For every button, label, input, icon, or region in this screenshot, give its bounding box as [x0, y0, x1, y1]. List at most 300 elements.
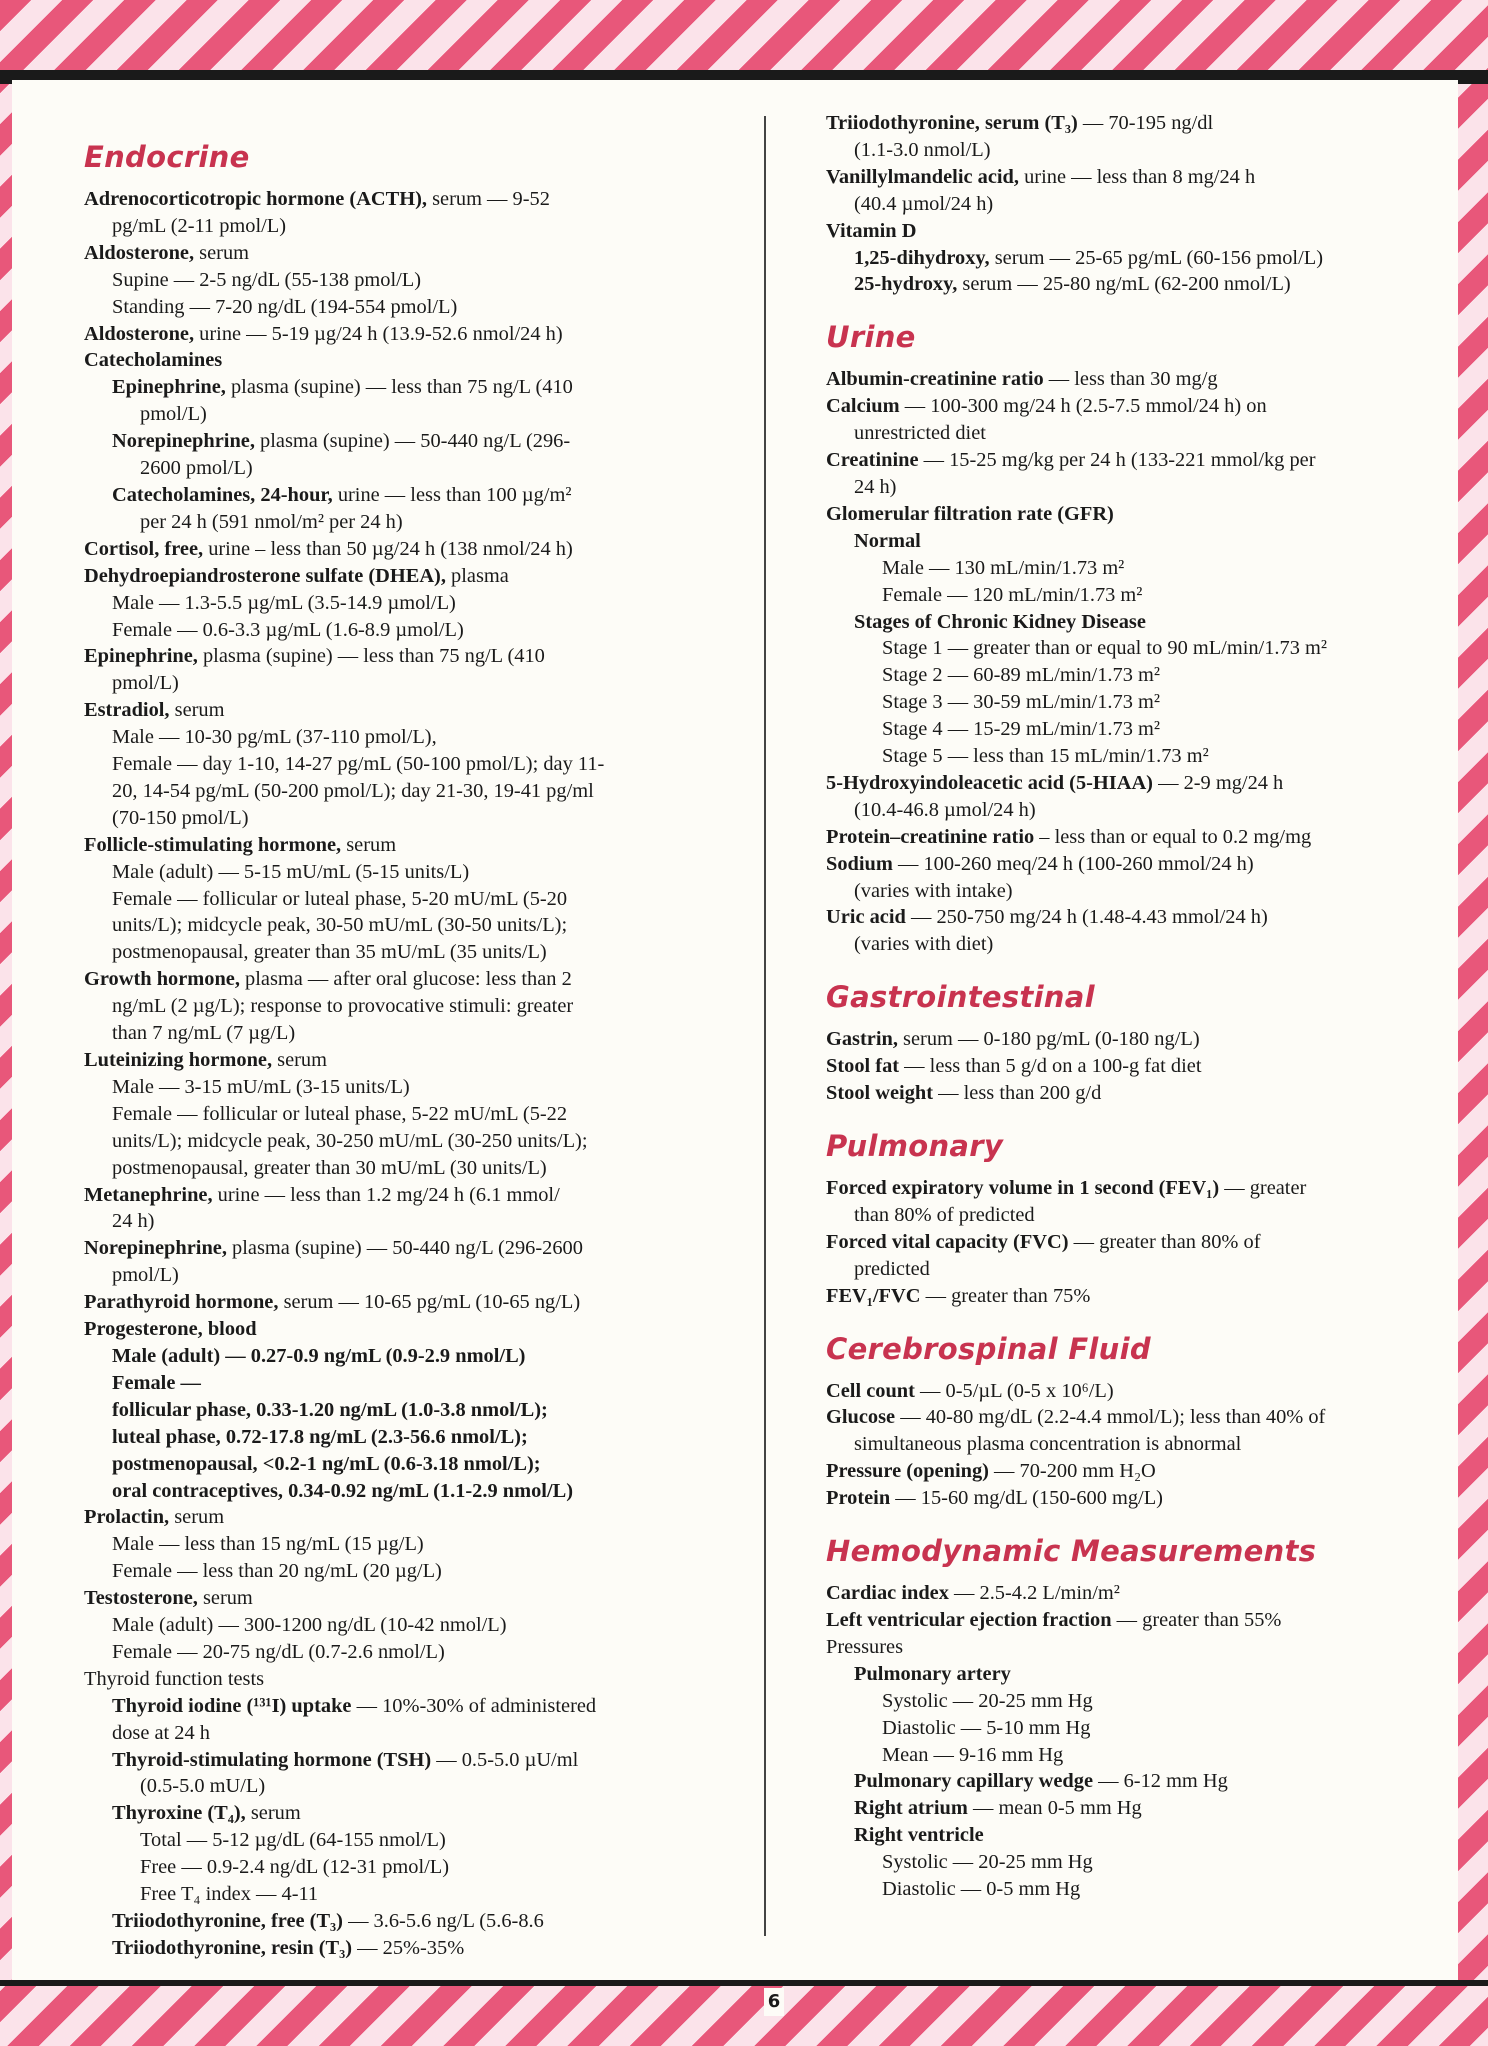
entry-value: — greater than 75%: [925, 1284, 1091, 1307]
entry-row: [84, 1531, 752, 1558]
entry-row: [84, 455, 752, 482]
entry-value: plasma (supine) — less than 75 ng/L (410: [230, 376, 573, 399]
entry-row: [826, 501, 1451, 528]
entry-value: — 2-9 mg/24 h: [1158, 771, 1284, 794]
entry-value: — 0-5/µL (0-5 x 10⁶/L): [920, 1379, 1114, 1402]
entry-value: 24 h): [854, 475, 897, 498]
entry-row: [826, 1634, 1451, 1661]
entry-value: (0.5-5.0 mU/L): [140, 1775, 266, 1798]
entry-row: [84, 1101, 752, 1128]
entry-value: Male — 1.3-5.5 µg/mL (3.5-14.9 µmol/L): [112, 591, 456, 614]
entry-row: [826, 366, 1451, 393]
entry-value: serum — 0-180 pg/mL (0-180 ng/L): [903, 1028, 1200, 1051]
entry-label: Protein–creatinine ratio: [826, 825, 1040, 848]
entry-value: simultaneous plasma concentration is abnormal: [854, 1433, 1242, 1456]
left-column: [84, 110, 752, 1962]
entry-value: serum: [174, 699, 225, 722]
entry-row: [84, 1747, 752, 1774]
entry-value: pmol/L): [140, 403, 207, 426]
entry-row: [84, 724, 752, 751]
entry-label: FEV₁/FVC: [826, 1284, 926, 1307]
entry-row: [84, 1585, 752, 1612]
entry-value: — 100-300 mg/24 h (2.5-7.5 mmol/24 h) on: [904, 395, 1267, 418]
entry-label: Estradiol,: [84, 699, 175, 722]
entry-row: [826, 1175, 1451, 1202]
entry-row: [84, 832, 752, 859]
entry-row: [84, 1155, 752, 1182]
entry-value: — less than 5 g/d on a 100-g fat diet: [904, 1055, 1202, 1078]
entry-row: [84, 1639, 752, 1666]
reference-page: [12, 80, 1458, 1980]
entry-row: [826, 1229, 1451, 1256]
entry-label: Testosterone,: [84, 1587, 203, 1610]
entry-label: Progesterone, blood: [84, 1318, 257, 1341]
entry-label: Aldosterone,: [84, 241, 200, 264]
section-title-pulmonary: Pulmonary: [826, 1129, 1004, 1163]
entry-value: Free T₄ index — 4-11: [140, 1883, 319, 1906]
entry-label: Stages of Chronic Kidney Disease: [854, 610, 1146, 633]
entry-value: — greater than 80% of: [1073, 1230, 1261, 1253]
entry-value: (10.4-46.8 µmol/24 h): [854, 798, 1036, 821]
entry-value: 20, 14-54 pg/mL (50-200 pmol/L); day 21-30, 19-41 pg/ml: [112, 779, 594, 802]
entry-value: Male — 3-15 mU/mL (3-15 units/L): [112, 1075, 410, 1098]
entry-label: Right ventricle: [854, 1824, 984, 1847]
entry-value: plasma: [451, 564, 509, 587]
entry-label: Thyroid iodine (¹³¹I) uptake: [112, 1694, 357, 1717]
entry-label: Triiodothyronine, free (T₃): [112, 1910, 349, 1932]
entry-value: — 70-195 ng/dl: [1082, 112, 1214, 134]
entry-value: — 70-200 mm H₂O: [994, 1460, 1156, 1483]
entry-value: (varies with intake): [854, 879, 1013, 902]
entry-label: Protein: [826, 1487, 896, 1510]
entry-value: — less than 30 mg/g: [1048, 368, 1218, 391]
entry-row: [84, 1612, 752, 1639]
entry-value: — greater: [1224, 1177, 1307, 1199]
entry-row: [826, 420, 1451, 447]
entry-row: [826, 1404, 1451, 1431]
entry-label: Creatinine: [826, 449, 924, 472]
entry-value: Male (adult) — 300-1200 ng/dL (10-42 nmol/L): [112, 1614, 507, 1637]
entry-value: Total — 5-12 µg/dL (64-155 nmol/L): [140, 1829, 446, 1852]
entry-label: Albumin-creatinine ratio: [826, 368, 1049, 391]
entry-value: ng/mL (2 µg/L); response to provocative stimuli: greater: [112, 995, 574, 1018]
entry-value: postmenopausal, greater than 35 mU/mL (35 units/L): [112, 941, 547, 964]
entry-label: Pressure (opening): [826, 1460, 995, 1483]
entry-row: [826, 1580, 1451, 1607]
entry-label: Triiodothyronine, resin (T₃): [112, 1936, 358, 1959]
entry-row: [84, 1773, 752, 1800]
entry-label: Right atrium: [854, 1797, 973, 1820]
entry-row: [84, 1316, 752, 1343]
entry-value: urine — 5-19 µg/24 h (13.9-52.6 nmol/24 h): [199, 322, 563, 345]
entry-value: Female — day 1-10, 14-27 pg/mL (50-100 pmol/L); day 11-: [112, 753, 605, 776]
entry-value: per 24 h (591 nmol/m² per 24 h): [140, 510, 403, 533]
entry-row: [826, 447, 1451, 474]
entry-value: Male — 10-30 pg/mL (37-110 pmol/L),: [112, 726, 437, 749]
entry-label: Vitamin D: [826, 219, 917, 242]
entry-value: — 6-12 mm Hg: [1098, 1770, 1228, 1793]
entry-value: Diastolic — 5-10 mm Hg: [882, 1716, 1091, 1739]
entry-row: [84, 1827, 752, 1854]
entry-value: — 250-750 mg/24 h (1.48-4.43 mmol/24 h): [910, 906, 1268, 929]
entry-value: plasma (supine) — 50-440 ng/L (296-2600: [232, 1237, 583, 1260]
entry-row: [826, 931, 1451, 958]
endocrine-list: [84, 186, 752, 1962]
entry-row: [826, 1026, 1451, 1053]
csf-list: [826, 1378, 1451, 1513]
entry-value: dose at 24 h: [112, 1721, 210, 1744]
entry-value: Female — 0.6-3.3 µg/mL (1.6-8.9 µmol/L): [112, 618, 464, 641]
entry-value: — 25%-35%: [357, 1936, 465, 1959]
entry-label: Pulmonary capillary wedge: [854, 1770, 1099, 1793]
entry-row: [826, 662, 1451, 689]
entry-row: [826, 1688, 1451, 1715]
entry-row: [84, 267, 752, 294]
entry-value: — 40-80 mg/dL (2.2-4.4 mmol/L); less than 40% of: [900, 1406, 1326, 1429]
entry-value: Male — 130 mL/min/1.73 m²: [882, 556, 1125, 579]
entry-value: Male — less than 15 ng/mL (15 µg/L): [112, 1533, 424, 1556]
entry-label: Sodium: [826, 852, 898, 875]
entry-row: [826, 555, 1451, 582]
entry-row: [826, 218, 1451, 245]
entry-row: [84, 563, 752, 590]
entry-row: [84, 1047, 752, 1074]
entry-value: (40.4 µmol/24 h): [854, 192, 994, 215]
entry-row: [84, 1478, 752, 1505]
entry-value: pmol/L): [112, 1264, 179, 1287]
entry-row: [84, 617, 752, 644]
entry-row: [84, 1208, 752, 1235]
entry-value: Systolic — 20-25 mm Hg: [882, 1851, 1093, 1874]
entry-value: 2600 pmol/L): [140, 457, 253, 480]
entry-row: [84, 1720, 752, 1747]
entry-row: [84, 805, 752, 832]
entry-value: serum: [174, 1506, 225, 1529]
entry-value: serum — 9-52: [432, 188, 550, 210]
entry-row: [84, 1182, 752, 1209]
entry-row: [84, 1908, 752, 1935]
entry-row: [84, 509, 752, 536]
entry-value: — less than 200 g/d: [938, 1082, 1102, 1105]
entry-row: [84, 374, 752, 401]
entry-row: [826, 878, 1451, 905]
entry-label: Norepinephrine,: [84, 1237, 233, 1260]
entry-row: [84, 886, 752, 913]
entry-value: serum — 25-80 ng/mL (62-200 nmol/L): [962, 273, 1291, 296]
entry-value: (varies with diet): [854, 933, 994, 956]
entry-value: — 0.5-5.0 µU/ml: [436, 1748, 579, 1771]
entry-row: [826, 1431, 1451, 1458]
entry-value: units/L); midcycle peak, 30-50 mU/mL (30-50 units/L);: [112, 914, 568, 937]
entry-value: serum: [250, 1802, 301, 1825]
entry-row: [84, 751, 752, 778]
entry-value: than 7 ng/mL (7 µg/L): [112, 1022, 296, 1045]
entry-row: [826, 528, 1451, 555]
entry-row: [826, 1607, 1451, 1634]
entry-row: [84, 240, 752, 267]
entry-row: [826, 797, 1451, 824]
section-title-endocrine: Endocrine: [84, 140, 250, 174]
entry-row: [826, 635, 1451, 662]
entry-value: Female — follicular or luteal phase, 5-22 mU/mL (5-22: [112, 1102, 568, 1125]
entry-label: Vanillylmandelic acid,: [826, 165, 1025, 188]
entry-value: Female — less than 20 ng/mL (20 µg/L): [112, 1560, 442, 1583]
entry-value: Stage 4 — 15-29 mL/min/1.73 m²: [882, 718, 1160, 741]
entry-label: Epinephrine,: [112, 376, 231, 399]
entry-value: serum: [346, 833, 397, 856]
entry-label: Calcium: [826, 395, 905, 418]
entry-value: Standing — 7-20 ng/dL (194-554 pmol/L): [112, 295, 458, 318]
entry-row: [826, 1378, 1451, 1405]
section-title-gastrointestinal: Gastrointestinal: [826, 980, 1095, 1015]
entry-label: Prolactin,: [84, 1506, 175, 1529]
entry-label: postmenopausal, <0.2-1 ng/mL (0.6-3.18 nmol/L);: [112, 1452, 541, 1475]
entry-row: [826, 1458, 1451, 1485]
entry-row: [826, 110, 1451, 137]
entry-value: — 15-60 mg/dL (150-600 mg/L): [895, 1487, 1163, 1510]
entry-row: [826, 164, 1451, 191]
entry-value: urine – less than 50 µg/24 h (138 nmol/24 h): [208, 537, 573, 560]
entry-label: Gastrin,: [826, 1028, 904, 1051]
entry-row: [84, 1881, 752, 1908]
entry-row: [84, 993, 752, 1020]
entry-row: [84, 428, 752, 455]
urine-list: [826, 366, 1451, 958]
entry-value: plasma — after oral glucose: less than 2: [245, 968, 572, 991]
entry-row: [826, 245, 1451, 272]
entry-row: [84, 590, 752, 617]
hemodynamic-list: [826, 1580, 1451, 1903]
entry-row: [84, 1854, 752, 1881]
entry-label: Normal: [854, 529, 921, 552]
entry-row: [826, 1742, 1451, 1769]
entry-label: Pulmonary artery: [854, 1662, 1011, 1685]
entry-label: Triiodothyronine, serum (T₃): [826, 112, 1083, 134]
entry-row: [84, 294, 752, 321]
entry-value: – less than or equal to 0.2 mg/mg: [1039, 825, 1312, 848]
entry-value: units/L); midcycle peak, 30-250 mU/mL (30-250 units/L);: [112, 1129, 588, 1152]
entry-row: [84, 1397, 752, 1424]
entry-value: (1.1-3.0 nmol/L): [854, 138, 991, 161]
entry-label: Female —: [112, 1371, 201, 1394]
entry-row: [826, 716, 1451, 743]
entry-label: Glomerular filtration rate (GFR): [826, 502, 1114, 525]
entry-value: Diastolic — 0-5 mm Hg: [882, 1878, 1081, 1901]
entry-label: Luteinizing hormone,: [84, 1049, 278, 1071]
entry-value: pmol/L): [112, 672, 179, 695]
entry-row: [84, 401, 752, 428]
entry-row: [84, 1262, 752, 1289]
entry-row: [84, 1289, 752, 1316]
entry-label: 5-Hydroxyindoleacetic acid (5-HIAA): [826, 771, 1159, 794]
section-title-urine: Urine: [826, 320, 916, 355]
entry-row: [84, 697, 752, 724]
entry-row: [84, 1800, 752, 1827]
entry-value: — 2.5-4.2 L/min/m²: [954, 1582, 1120, 1605]
entry-row: [84, 912, 752, 939]
entry-row: [826, 1485, 1451, 1512]
entry-row: [84, 1235, 752, 1262]
entry-value: (70-150 pmol/L): [112, 806, 249, 829]
entry-label: Thyroid-stimulating hormone (TSH): [112, 1748, 437, 1771]
entry-value: plasma (supine) — 50-440 ng/L (296-: [260, 430, 571, 453]
page-number: 6: [764, 1988, 784, 2016]
entry-label: Uric acid: [826, 906, 911, 929]
entry-value: — greater than 55%: [1116, 1608, 1282, 1631]
entry-value: Thyroid function tests: [84, 1667, 265, 1690]
entry-label: 1,25-dihydroxy,: [854, 246, 995, 269]
entry-row: [84, 1074, 752, 1101]
entry-value: Free — 0.9-2.4 ng/dL (12-31 pmol/L): [140, 1856, 450, 1879]
entry-row: [84, 859, 752, 886]
entry-row: [826, 582, 1451, 609]
column-divider: [764, 116, 766, 1936]
entry-value: plasma (supine) — less than 75 ng/L (410: [202, 645, 545, 668]
entry-row: [826, 824, 1451, 851]
entry-label: Growth hormone,: [84, 968, 246, 991]
entry-value: postmenopausal, greater than 30 mU/mL (30 units/L): [112, 1156, 547, 1179]
entry-label: 25-hydroxy,: [854, 273, 963, 296]
entry-value: Female — 20-75 ng/dL (0.7-2.6 nmol/L): [112, 1640, 445, 1663]
entry-row: [826, 191, 1451, 218]
entry-value: Stage 3 — 30-59 mL/min/1.73 m²: [882, 691, 1160, 714]
gastro-list: [826, 1026, 1451, 1107]
entry-label: Stool weight: [826, 1082, 939, 1105]
entry-label: Aldosterone,: [84, 322, 200, 345]
entry-row: [826, 393, 1451, 420]
entry-value: serum: [202, 1587, 253, 1610]
entry-label: luteal phase, 0.72-17.8 ng/mL (2.3-56.6 nmol/L);: [112, 1425, 528, 1448]
entry-label: Left ventricular ejection fraction: [826, 1608, 1117, 1631]
entry-row: [826, 271, 1451, 298]
entry-value: — mean 0-5 mm Hg: [972, 1797, 1142, 1820]
thyroid-continued-list: [826, 110, 1451, 298]
entry-row: [84, 1935, 752, 1962]
entry-row: [84, 1558, 752, 1585]
entry-row: [826, 904, 1451, 931]
entry-value: serum: [277, 1049, 327, 1071]
section-title-hemodynamic: Hemodynamic Measurements: [826, 1534, 1317, 1569]
entry-label: Catecholamines: [84, 349, 223, 372]
entry-row: [84, 536, 752, 563]
entry-row: [826, 1080, 1451, 1107]
entry-row: [826, 1256, 1451, 1283]
entry-value: predicted: [854, 1257, 930, 1280]
entry-value: serum — 10-65 pg/mL (10-65 ng/L): [283, 1291, 581, 1314]
entry-label: Cortisol, free,: [84, 537, 209, 560]
entry-label: Forced expiratory volume in 1 second (FEV₁): [826, 1177, 1225, 1199]
entry-row: [826, 1822, 1451, 1849]
entry-row: [826, 743, 1451, 770]
entry-row: [84, 482, 752, 509]
entry-row: [84, 347, 752, 374]
entry-row: [84, 1343, 752, 1370]
entry-label: Stool fat: [826, 1055, 905, 1078]
entry-row: [826, 770, 1451, 797]
entry-label: Male (adult) — 0.27-0.9 ng/mL (0.9-2.9 nmol/L): [112, 1344, 526, 1367]
entry-label: Catecholamines, 24-hour,: [112, 483, 338, 506]
entry-value: — 10%-30% of administered: [356, 1694, 597, 1717]
entry-label: Adrenocorticotropic hormone (ACTH),: [84, 188, 433, 210]
entry-row: [826, 1768, 1451, 1795]
entry-value: Stage 1 — greater than or equal to 90 mL/min/1.73 m²: [882, 637, 1327, 660]
entry-label: Cardiac index: [826, 1582, 955, 1605]
entry-row: [84, 643, 752, 670]
entry-row: [84, 1666, 752, 1693]
entry-label: Norepinephrine,: [112, 430, 261, 453]
entry-value: Pressures: [826, 1635, 904, 1658]
entry-row: [826, 1202, 1451, 1229]
entry-value: Systolic — 20-25 mm Hg: [882, 1689, 1093, 1712]
entry-label: Dehydroepiandrosterone sulfate (DHEA),: [84, 564, 452, 587]
entry-value: urine — less than 1.2 mg/24 h (6.1 mmol/: [217, 1183, 560, 1206]
entry-label: Glucose: [826, 1406, 901, 1429]
entry-row: [84, 321, 752, 348]
pulmonary-list: [826, 1175, 1451, 1310]
entry-value: Stage 5 — less than 15 mL/min/1.73 m²: [882, 745, 1209, 768]
entry-row: [826, 1795, 1451, 1822]
entry-value: unrestricted diet: [854, 422, 986, 445]
entry-label: Cell count: [826, 1379, 921, 1402]
entry-row: [84, 1693, 752, 1720]
entry-row: [826, 137, 1451, 164]
entry-row: [84, 1504, 752, 1531]
entry-value: pg/mL (2-11 pmol/L): [112, 214, 287, 237]
entry-row: [826, 1661, 1451, 1688]
entry-row: [826, 609, 1451, 636]
entry-value: serum: [199, 241, 250, 264]
entry-row: [826, 1283, 1451, 1310]
entry-row: [84, 1128, 752, 1155]
entry-row: [84, 939, 752, 966]
entry-value: urine — less than 8 mg/24 h: [1024, 165, 1256, 188]
entry-row: [826, 1876, 1451, 1903]
entry-label: Thyroxine (T₄),: [112, 1802, 251, 1825]
entry-row: [826, 1715, 1451, 1742]
entry-value: Male (adult) — 5-15 mU/mL (5-15 units/L): [112, 860, 470, 883]
entry-value: 24 h): [112, 1210, 155, 1233]
entry-value: Supine — 2-5 ng/dL (55-138 pmol/L): [112, 268, 422, 291]
entry-label: oral contraceptives, 0.34-0.92 ng/mL (1.1-2.9 nmol/L): [112, 1479, 574, 1502]
entry-label: Parathyroid hormone,: [84, 1291, 284, 1314]
entry-value: — 100-260 meq/24 h (100-260 mmol/24 h): [897, 852, 1254, 875]
entry-value: — 15-25 mg/kg per 24 h (133-221 mmol/kg per: [923, 449, 1316, 472]
entry-value: serum — 25-65 pg/mL (60-156 pmol/L): [994, 246, 1323, 269]
entry-label: Epinephrine,: [84, 645, 203, 668]
entry-value: — 3.6-5.6 ng/L (5.6-8.6: [348, 1910, 544, 1932]
entry-row: [826, 474, 1451, 501]
entry-row: [826, 851, 1451, 878]
entry-row: [84, 1020, 752, 1047]
right-column: [826, 110, 1451, 1903]
entry-row: [84, 778, 752, 805]
entry-label: follicular phase, 0.33-1.20 ng/mL (1.0-3.8 nmol/L);: [112, 1398, 548, 1421]
entry-row: [84, 1424, 752, 1451]
entry-value: than 80% of predicted: [854, 1203, 1035, 1226]
entry-row: [84, 966, 752, 993]
entry-value: Female — 120 mL/min/1.73 m²: [882, 583, 1143, 606]
entry-row: [84, 213, 752, 240]
entry-row: [84, 1451, 752, 1478]
entry-row: [84, 1370, 752, 1397]
bottom-border: [0, 1980, 1488, 1986]
entry-label: Metanephrine,: [84, 1183, 218, 1206]
entry-row: [826, 1849, 1451, 1876]
entry-row: [826, 1053, 1451, 1080]
entry-row: [826, 689, 1451, 716]
entry-row: [84, 186, 752, 213]
entry-value: Female — follicular or luteal phase, 5-20 mU/mL (5-20: [112, 887, 568, 910]
